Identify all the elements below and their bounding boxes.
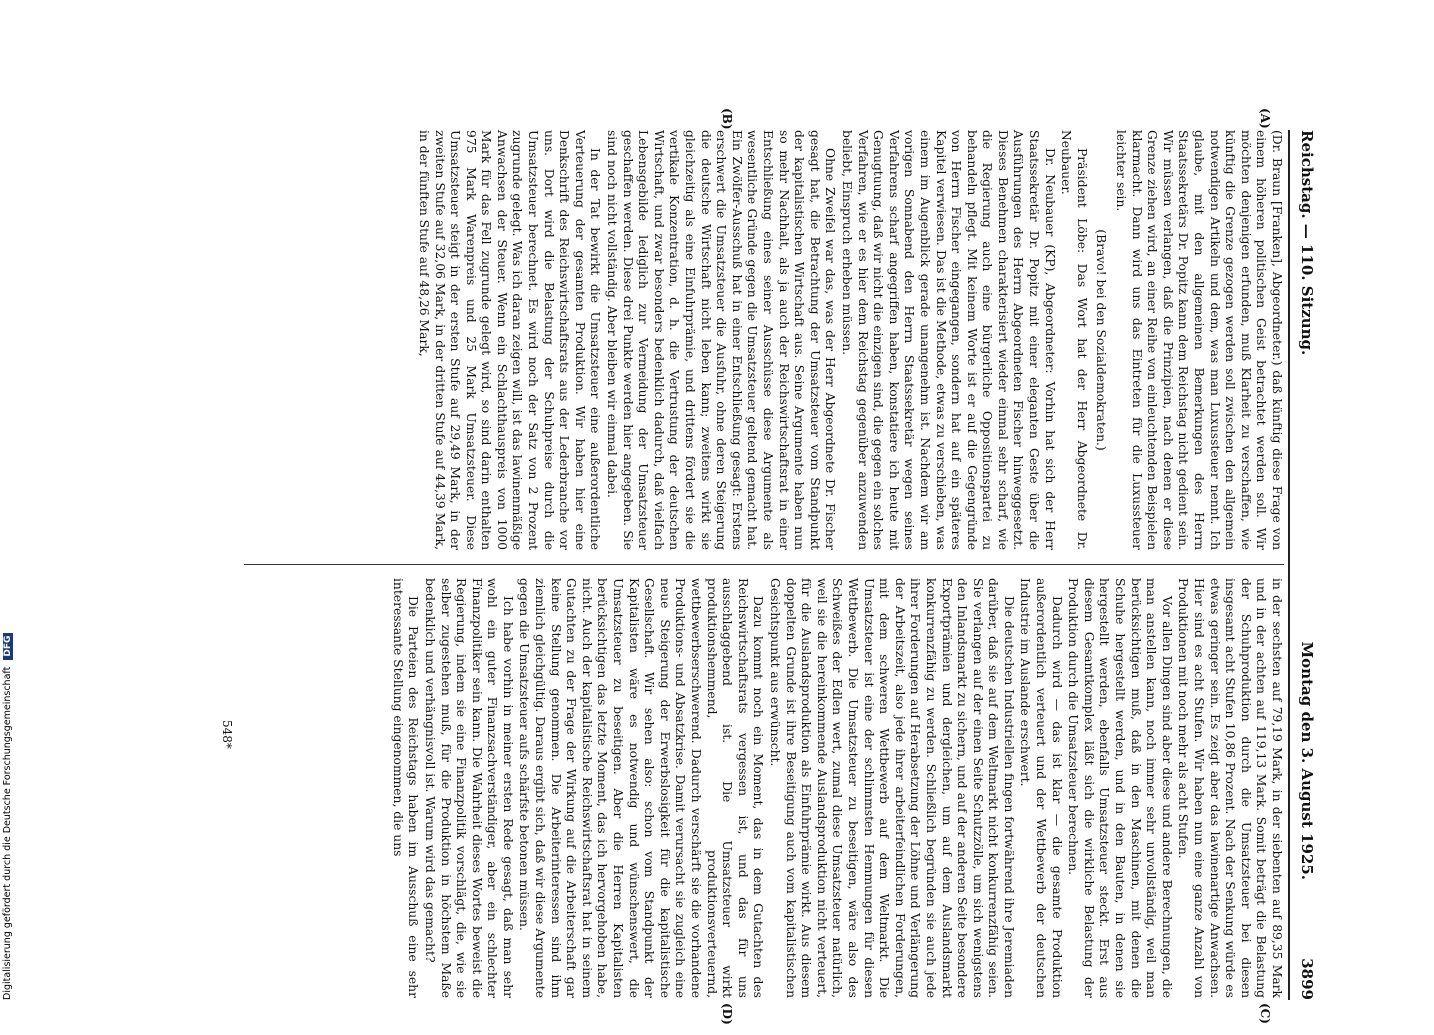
header-page-number: 3899: [1298, 958, 1316, 1000]
paragraph: Dadurch wird — das ist klar — die gesamte Produktion außerordentlich verteuert und der Wettbewerb der deutschen Industrie im Auslande erschwert.: [1018, 578, 1064, 998]
paragraph: Vor allen Dingen sind aber diese und andere Berechnungen, die man anstellen kann, noch immer sehr unvollständig, weil man berücksichtigen muß, daß in den Maschinen, mit denen die Schuhe hergestellt werden, und in den Bauten, in denen sie hergestellt werden, ebenfalls Umsatzsteuer steckt. Erst aus diesem Gesamtkomplex läßt sich die wirkliche Belastung der Produktion durch die Umsatzsteuer berechnen.: [1066, 578, 1174, 998]
applause-note: (Bravo! bei den Sozialdemokraten.): [1094, 229, 1109, 451]
dfg-logo-icon: DFG: [3, 633, 13, 660]
paragraph: Die deutschen Industriellen fingen fortwährend ihre Jeremiaden darüber, daß sie auf dem Weltmarkt nicht konkurrenzfähig seien. Sie verlangen auf der einen Seite Schutzzölle, um sich wenigstens den Inlandsmarkt zu sichern, und auf der anderen Seite besondere Exportprämien und dergleichen, um auf dem Auslandsmarkt konkurrenzfähig zu werden. Schließlich begründen sie auch jede ihrer Forderungen auf Herabsetzung der Löhne und Verlängerung der Arbeitszeit, also jede ihrer arbeiterfeindlichen Forderungen, mit dem schweren Wettbewerb auf dem Weltmarkt. Die Umsatzsteuer ist eine der schlimmsten Hemmungen für diesen Wettbewerb. Die Umsatzsteuer zu beseitigen, wäre also des Schweißes der Edlen wert, zumal diese Umsatzsteuer natürlich, weil sie die hereinkommende Auslandsproduktion nicht verteuert, für die Auslandsproduktion als Einfuhrprämie wirkt. Aus diesem doppelten Grunde ist ihre Beseitigung auch vom kapitalistischen Gesichtspunkt aus erwünscht.: [768, 578, 1016, 998]
paragraph: Dazu kommt noch ein Moment, das in dem Gutachten des Reichswirtschaftsrats vergessen ist, und das für uns ausschlaggebend ist. Die Umsatzsteuer wirkt produktionshemmend, produktionsverteuernd, wettbewerbserschwerend. Dadurch verschärft sie die vorhandene Produktions- und Absatzkrise. Damit verursacht sie zugleich eine neue Steigerung der Erwerbslosigkeit für die kapitalistische Gesellschaft. Wir sehen also: schon vom Standpunkt der Kapitalisten wäre es notwendig und wünschenswert, die Umsatzsteuer zu beseitigen. Aber die Herren Kapitalisten berücksichtigen das letzte Moment, das ich hervorgehoben habe, nicht. Auch der kapitalistische Reichswirtschaftsrat hat in seinem Gutachten zu der Frage der Wirkung auf die Arbeiterschaft gar keine Stellung genommen. Die Arbeiterinteressen sind ihm ziemlich gleichgültig. Daraus ergibt sich, daß wir diese Argumente gegen die Umsatzsteuer aufs schärfste betonen müssen.: [517, 578, 766, 998]
header-session: Reichstag. — 110. Sitzung.: [1298, 130, 1316, 356]
paragraph: in der sechsten auf 79,19 Mark, in der siebenten auf 89,35 Mark und in der achten auf 119,13 Mark. Somit beträgt die Belastung der Schuhproduktion durch die Umsatzsteuer bei diesen insgesamt acht Stufen 10,86 Prozent. Nach der Senkung würde es etwas geringer sein. Es zeigt aber das lawinenartige Anwachsen. Hier sind es acht Stufen. Wir haben nun eine ganze Anzahl von Produktionen mit noch mehr als acht Stufen.: [1176, 578, 1284, 998]
sheet-signature: 548*: [220, 720, 234, 749]
margin-marker-c: (C): [1258, 1003, 1272, 1024]
paragraph: Die Parteien des Reichstags haben im Ausschuß eine sehr interessante Stellung eingenommen, die uns: [390, 578, 421, 998]
header-date: Montag den 3. August 1925.: [1298, 641, 1316, 880]
margin-marker-b: (B): [720, 108, 734, 130]
margin-marker-d: (D): [720, 1003, 734, 1025]
right-text-column: [244, 578, 1284, 998]
left-text-column: [244, 130, 1284, 550]
paragraph: Ohne Zweifel war das, was der Herr Abgeordnete Dr. Fischer gesagt hat, die Betrachtung der Umsatzsteuer vom Standpunkt der kapitalistischen Wirtschaft aus. Seine Argumente haben nun so mehr Nachhalt, als ja auch der Reichswirtschaftsrat in einer Entschließung eines seiner Ausschüsse diese Argumente als wesentliche Gründe gegen die Umsatzsteuer geltend gemacht hat. Ein Zwölfer-Ausschuß hat in einer Entschließung gesagt: Erstens erschwert die Umsatzsteuer die Ausfuhr, ohne deren Steigerung die deutsche Wirtschaft nicht leben kann; zweitens wirkt sie gleichzeitig als eine Einfuhrprämie, und drittens fördert sie die vertikale Konzentration, d. h. die Vertrustung der deutschen Wirtschaft, und zwar besonders bedenklich dadurch, daß vielfach Lebensgebilde lediglich zur Vermeidung der Umsatzsteuer geschaffen werden. Diese drei Punkte werden hier angegeben. Sie sind noch nicht vollständig. Aber bleiben wir einmal dabei.: [605, 130, 838, 550]
digitization-credit: [2, 633, 13, 1000]
paragraph: Dr. Neubauer (KP), Abgeordneter: Vorhin hat sich der Herr Staatssekretär Dr. Popitz mit einer eleganten Geste über die Ausführungen des Herrn Abgeordneten Fischer hinweggesetzt. Dieses Benehmen charakterisiert wieder einmal sehr scharf, wie die Regierung auch eine bürgerliche Oppositionspartei zu behandeln pflegt. Mit keinem Worte ist er auf die Gegengründe von Herrn Fischer eingegangen, sondern hat auf ein späteres Kapitel verwiesen. Das ist die Methode, etwas zu verschieben, was einem im Augenblick gerade unangenehm ist. Nachdem wir am vorigen Sonnabend den Herrn Staatssekretär wegen seines Verfahrens scharf angegriffen haben, konstatiere ich heute mit Genugtuung, daß wir nicht die einzigen sind, die gegen ein solches Verfahren, wie er es hier dem Reichstag gegenüber anzuwenden beliebt, Einspruch erheben müssen.: [839, 130, 1057, 550]
paragraph: Ich habe vorhin in meiner ersten Rede gesagt, daß man sehr wohl ein guter Finanzsachverständiger, aber ein schlechter Finanzpolitiker sein kann. Die Wahrheit dieses Wortes beweist die Regierung, indem sie eine Finanzpolitik vorschlägt, die, wie sie selber zugestehen muß, für die Produktion in höchstem Maße bedenklich und verhängnisvoll ist. Warum wird das gemacht?: [422, 578, 515, 998]
margin-marker-a: (A): [1258, 108, 1272, 129]
column-divider: [244, 564, 1284, 565]
rotated-document-page: [124, 100, 1334, 1035]
paragraph: In der Tat bewirkt die Umsatzsteuer eine außerordentliche Verteuerung der gesamten Produktion. Wir haben hier eine Denkschrift des Reichswirtschaftsrats aus der Lederbranche vor uns. Dort wird die Belastung der Schuhpreise durch die Umsatzsteuer berechnet. Es wird noch der Satz von 2 Prozent zugrunde gelegt. Was ich daran zeigen will, ist das lawinenmäßige Anwachsen der Steuer. Wenn ein Schlachthauspreis von 1000 Mark für das Fell zugrunde gelegt wird, so sind darin enthalten 975 Mark Warenpreis und 25 Mark Umsatzsteuer. Diese Umsatzsteuer steigt in der ersten Stufe auf 29,49 Mark, in der zweiten Stufe auf 32,06 Mark, in der dritten Stufe auf 44,39 Mark, in der fünften Stufe auf 48,26 Mark,: [416, 130, 603, 550]
president-statement: Präsident Löbe: Das Wort hat der Herr Abgeordnete Dr. Neubauer.: [1059, 130, 1089, 550]
page-header: [1294, 130, 1320, 1000]
credit-text: Digitalisierung gefördert durch die Deutsche Forschungsgemeinschaft: [2, 666, 13, 1000]
header-rule: [1288, 130, 1290, 1000]
paragraph: (Dr. Braun [Franken], Abgeordneter.) daß künftig diese Frage von einem höheren politischen Geist betrachtet werden soll. Wir möchten denjenigen erfunden, muß Klarheit zu verschaffen, wie künftig die Grenze gezogen werden soll zwischen den allgemein notwendigen Artikeln und dem, was man Luxussteuer nennt. Ich glaube, mit den allgemeinen Bemerkungen des Herrn Staatssekretärs Dr. Popitz kann dem Reichstag nicht gedient sein. Wir müssen verlangen, daß die Prinzipien, nach denen er diese Grenze ziehen wird, an einer Reihe von einleuchtenden Beispielen klarmacht. Dann wird uns das Eintreten für die Luxussteuer leichter sein.: [1114, 130, 1284, 550]
